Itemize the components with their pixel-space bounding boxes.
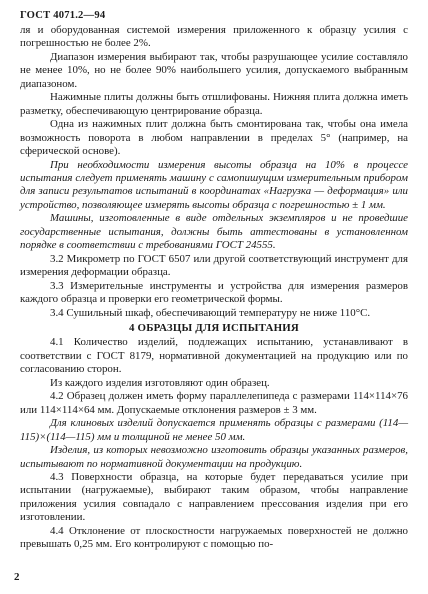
paragraph: Из каждого изделия изготовляют один образец. [50, 376, 270, 389]
clause-3-4: 3.4 Сушильный шкаф, обеспечивающий температуру не ниже 110°С. [50, 306, 371, 319]
paragraph: ля и оборудованная системой измерения приложенного к образцу усилия с погрешностью не более 2%. [20, 24, 408, 50]
clause-4-4: 4.4 Отклонение от плоскостности нагружаемых поверхностей не должно превышать 0,25 мм. Его контролируют с помощью по- [20, 524, 408, 551]
clause-3-3: 3.3 Измерительные инструменты и устройства для измерения размеров каждого образца и проверки его геометрической формы. [20, 279, 408, 306]
document-body [20, 24, 408, 552]
clause-4-1: 4.1 Количество изделий, подлежащих испытанию, устанавливают в соответствии с ГОСТ 8179, нормативной документацией на продукцию или по согласованию сторон. [20, 336, 408, 376]
paragraph: Нажимные плиты должны быть отшлифованы. Нижняя плита должна иметь разметку, обеспечивающую центрирование образца. [20, 91, 408, 117]
page-header: ГОСТ 4071.2—94 [20, 10, 106, 21]
italic-paragraph: Изделия, из которых невозможно изготовить образцы указанных размеров, испытывают по нормативной документации на продукцию. [20, 444, 408, 470]
clause-4-2: 4.2 Образец должен иметь форму параллелепипеда с размерами 114×114×76 или 114×114×64 мм. Допускаемые отклонения размеров ± 3 мм. [20, 390, 408, 416]
clause-4-3: 4.3 Поверхности образца, на которые будет передаваться усилие при испытании (нагружаемые), выбирают таким образом, чтобы направление приложения усилия совпадало с направлением прессования изделия при его изготовлении. [20, 470, 408, 524]
italic-paragraph: При необходимости измерения высоты образца на 10% в процессе испытания следует применять машину с самопишущим измерительным прибором для записи результатов испытаний в координатах «Нагрузка — деформация» или устройство, позволяющее измерять высоты образца с погрешностью ± 1 мм. [20, 158, 408, 211]
italic-paragraph: Для клиновых изделий допускается применять образцы с размерами (114—115)×(114—115) мм и толщиной не менее 50 мм. [20, 417, 408, 443]
italic-paragraph: Машины, изготовленные в виде отдельных экземпляров и не проведшие государственные испытания, должны быть аттестованы в установленном порядке в соответствии с требованиями ГОСТ 24555. [20, 212, 408, 252]
page-number: 2 [14, 571, 20, 583]
section-heading: 4 ОБРАЗЦЫ ДЛЯ ИСПЫТАНИЯ [128, 321, 299, 334]
paragraph: Одна из нажимных плит должна быть смонтирована так, чтобы она имела возможность поворота в любом направлении в пределах 5° (например, на сферической основе). [20, 118, 408, 158]
clause-3-2: 3.2 Микрометр по ГОСТ 6507 или другой соответствующий инструмент для измерения деформации образца. [20, 252, 408, 279]
paragraph: Диапазон измерения выбирают так, чтобы разрушающее усилие составляло не менее 10%, но не более 90% наибольшего усилия, допускаемого выбранным диапазоном. [20, 50, 408, 90]
